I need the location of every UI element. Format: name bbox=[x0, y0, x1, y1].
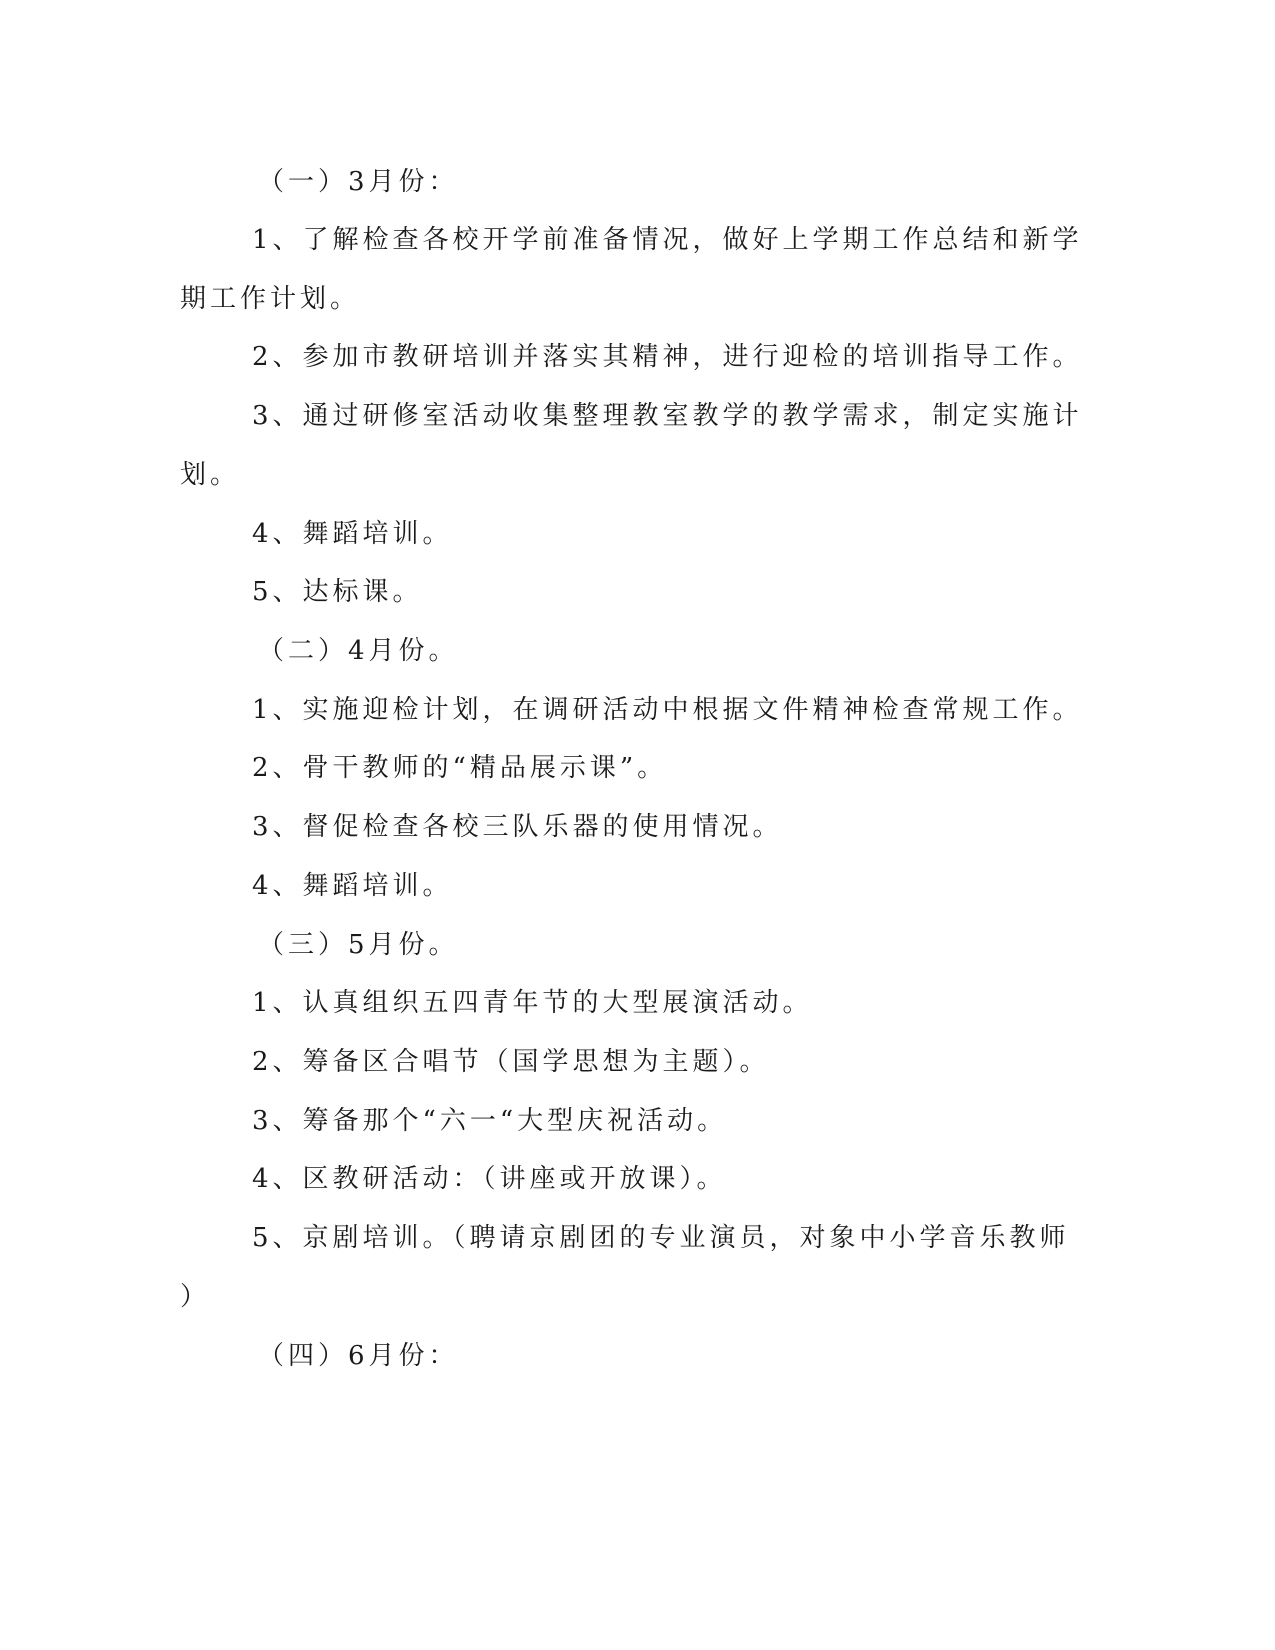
list-item-march-3: 3、通过研修室活动收集整理教室教学的教学需求，制定实施计 bbox=[252, 401, 1083, 431]
list-item-april-4: 4、舞蹈培训。 bbox=[252, 871, 453, 901]
list-item-march-4: 4、舞蹈培训。 bbox=[252, 519, 453, 549]
section-heading-march: （一）3月份： bbox=[258, 167, 459, 197]
list-item-may-2: 2、筹备区合唱节（国学思想为主题）。 bbox=[252, 1047, 770, 1077]
section-heading-april: （二）4月份。 bbox=[258, 636, 459, 666]
list-item-may-4: 4、区教研活动：（讲座或开放课）。 bbox=[252, 1164, 727, 1194]
section-heading-june: （四）6月份： bbox=[258, 1341, 459, 1371]
list-item-march-1: 1、了解检查各校开学前准备情况，做好上学期工作总结和新学 bbox=[252, 225, 1083, 255]
list-item-may-3: 3、筹备那个“六一“大型庆祝活动。 bbox=[252, 1106, 728, 1136]
list-item-march-1-continued: 期工作计划。 bbox=[180, 284, 361, 314]
list-item-april-3: 3、督促检查各校三队乐器的使用情况。 bbox=[252, 812, 783, 842]
list-item-may-5-continued: ） bbox=[180, 1282, 211, 1312]
list-item-april-1: 1、实施迎检计划，在调研活动中根据文件精神检查常规工作。 bbox=[252, 695, 1083, 725]
list-item-may-1: 1、认真组织五四青年节的大型展演活动。 bbox=[252, 988, 813, 1018]
list-item-march-2: 2、参加市教研培训并落实其精神，进行迎检的培训指导工作。 bbox=[252, 342, 1083, 372]
list-item-april-2: 2、骨干教师的“精品展示课”。 bbox=[252, 753, 668, 783]
list-item-march-5: 5、达标课。 bbox=[252, 577, 423, 607]
list-item-may-5: 5、京剧培训。（聘请京剧团的专业演员，对象中小学音乐教师 bbox=[252, 1223, 1070, 1253]
list-item-march-3-continued: 划。 bbox=[180, 460, 241, 490]
section-heading-may: （三）5月份。 bbox=[258, 930, 459, 960]
